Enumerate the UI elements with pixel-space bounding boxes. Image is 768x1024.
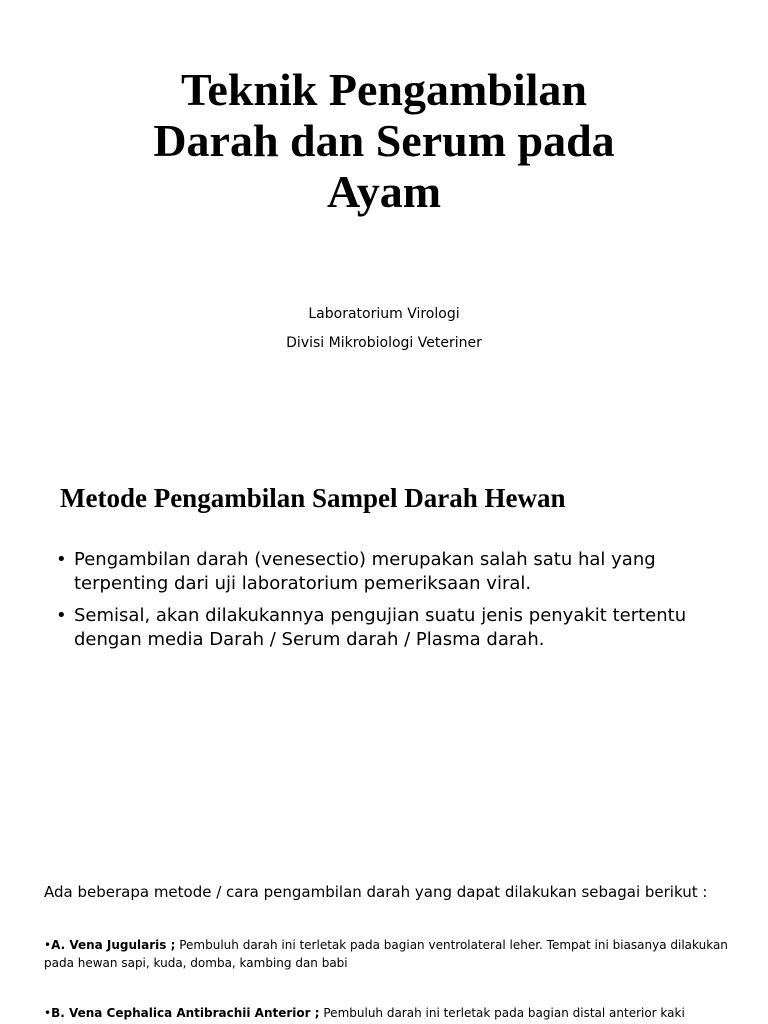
methods-intro: Ada beberapa metode / cara pengambilan darah yang dapat dilakukan sebagai berikut :	[44, 883, 708, 901]
title-line-1: Teknik Pengambilan	[180, 64, 588, 115]
bullet-text: Pengambilan darah (venesectio) merupakan salah satu hal yang terpenting dari uji laboratorium pemeriksaan viral.	[74, 549, 656, 594]
bullet-marker: •	[56, 549, 67, 570]
list-item	[56, 548, 736, 596]
vein-item-jugularis	[44, 936, 744, 972]
list-item	[56, 604, 736, 652]
vein-description: Pembuluh darah ini terletak pada bagian ventrolateral leher. Tempat ini biasanya dilakukan pada hewan sapi, kuda, domba, kambing dan babi	[44, 938, 728, 970]
vein-item-cephalica	[44, 1004, 744, 1022]
vein-label: A. Vena Jugularis ;	[51, 938, 176, 952]
subtitle-line-2: Divisi Mikrobiologi Veteriner	[286, 335, 482, 351]
methods-list-slide	[0, 856, 768, 1024]
vein-bullet: •	[44, 1006, 52, 1020]
vein-bullet: •	[44, 938, 52, 952]
vein-label: B. Vena Cephalica Antibrachii Anterior ;	[51, 1006, 320, 1020]
bullet-text: Semisal, akan dilakukannya pengujian suatu jenis penyakit tertentu dengan media Darah / Serum darah / Plasma darah.	[74, 605, 687, 650]
method-bullet-list	[56, 548, 736, 660]
method-slide	[0, 436, 768, 856]
bullet-marker: •	[56, 605, 67, 626]
title-line-3: Ayam	[326, 166, 442, 217]
method-heading: Metode Pengambilan Sampel Darah Hewan	[60, 483, 566, 513]
slide-subtitle	[64, 300, 704, 358]
vein-description: Pembuluh darah ini terletak pada bagian distal anterior kaki	[319, 1006, 685, 1020]
subtitle-line-1: Laboratorium Virologi	[308, 306, 460, 322]
title-line-2: Darah dan Serum pada	[153, 115, 615, 166]
title-slide	[0, 0, 768, 436]
slide-title	[64, 64, 704, 217]
